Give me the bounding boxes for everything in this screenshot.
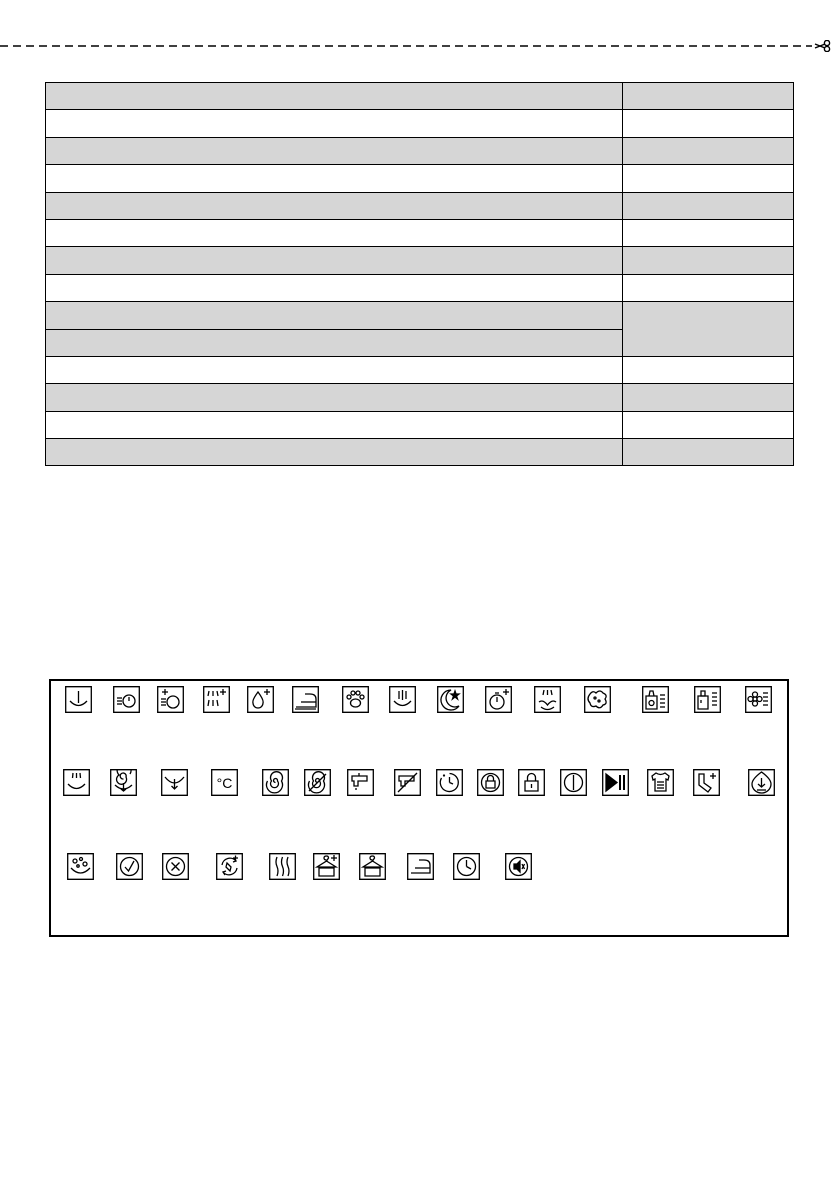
table-row	[46, 83, 794, 110]
temperature-icon	[211, 769, 238, 796]
tap-water-icon	[347, 769, 374, 796]
quick-wash-icon	[113, 686, 140, 713]
table-row	[46, 356, 794, 383]
table-cell	[46, 219, 623, 246]
table-row	[46, 165, 794, 192]
table-cell	[623, 192, 794, 219]
icon-panel	[49, 679, 789, 937]
hygiene-steam-icon	[389, 686, 416, 713]
table-row	[46, 302, 794, 329]
table-row	[46, 439, 794, 466]
night-mode-icon	[437, 686, 464, 713]
power-icon	[560, 769, 587, 796]
cut-line	[0, 40, 839, 52]
quick-wash-plus-icon	[157, 686, 184, 713]
scissors-icon	[815, 40, 830, 51]
easy-iron-icon	[292, 686, 319, 713]
table-cell	[46, 83, 623, 110]
table-row	[46, 274, 794, 301]
table-cell	[46, 329, 623, 356]
shirt-program-icon	[647, 769, 674, 796]
table-cell	[46, 192, 623, 219]
drum-clean-icon	[216, 853, 243, 880]
table-cell	[623, 165, 794, 192]
table-cell	[46, 356, 623, 383]
table-cell	[46, 165, 623, 192]
table-cell	[623, 411, 794, 438]
delay-start-icon	[436, 769, 463, 796]
table-cell	[623, 439, 794, 466]
sound-off-icon	[505, 853, 532, 880]
table-row	[46, 247, 794, 274]
child-lock-icon	[518, 769, 545, 796]
extra-water-icon	[247, 686, 274, 713]
door-lock-icon	[477, 769, 504, 796]
softener-icon	[745, 686, 772, 713]
spec-table	[45, 82, 794, 466]
table-cell	[46, 274, 623, 301]
temperature-glyph: °C	[216, 775, 233, 791]
table-cell	[623, 137, 794, 164]
timed-dry-icon	[453, 853, 480, 880]
table-cell	[46, 302, 623, 329]
table-row	[46, 219, 794, 246]
time-saver-icon	[485, 686, 512, 713]
table-cell	[623, 356, 794, 383]
iron-dry-icon	[407, 853, 434, 880]
allergy-care-icon	[584, 686, 611, 713]
drain-icon	[161, 769, 188, 796]
add-garment-icon	[693, 769, 720, 796]
liquid-detergent-icon	[694, 686, 721, 713]
table-cell	[46, 384, 623, 411]
spin-drain-icon	[110, 769, 137, 796]
table-row	[46, 411, 794, 438]
rinse-plus-icon	[203, 686, 230, 713]
table-row	[46, 384, 794, 411]
table-cell	[46, 439, 623, 466]
table-cell	[46, 110, 623, 137]
steam-wash-icon	[63, 769, 90, 796]
table-row	[46, 192, 794, 219]
cancel-icon	[162, 853, 189, 880]
steam-refresh-icon	[534, 686, 561, 713]
table-cell	[46, 247, 623, 274]
table-cell	[623, 83, 794, 110]
table-row	[46, 137, 794, 164]
done-check-icon	[116, 853, 143, 880]
table-cell	[623, 110, 794, 137]
table-cell	[46, 137, 623, 164]
cupboard-dry-icon	[359, 853, 386, 880]
detergent-dose-icon	[642, 686, 669, 713]
prewash-tub-icon	[65, 686, 92, 713]
start-pause-icon	[602, 769, 629, 796]
stain-icon	[67, 853, 94, 880]
table-cell	[623, 247, 794, 274]
table-cell	[46, 411, 623, 438]
heat-dry-icon	[269, 853, 296, 880]
table-cell	[623, 274, 794, 301]
cupboard-dry-plus-icon	[313, 853, 340, 880]
spin-icon	[262, 769, 289, 796]
table-row	[46, 110, 794, 137]
no-water-icon	[394, 769, 421, 796]
pet-hair-icon	[342, 686, 369, 713]
table-cell	[623, 302, 794, 357]
table-cell	[623, 384, 794, 411]
download-program-icon	[748, 769, 775, 796]
no-spin-icon	[304, 769, 331, 796]
table-cell	[623, 219, 794, 246]
